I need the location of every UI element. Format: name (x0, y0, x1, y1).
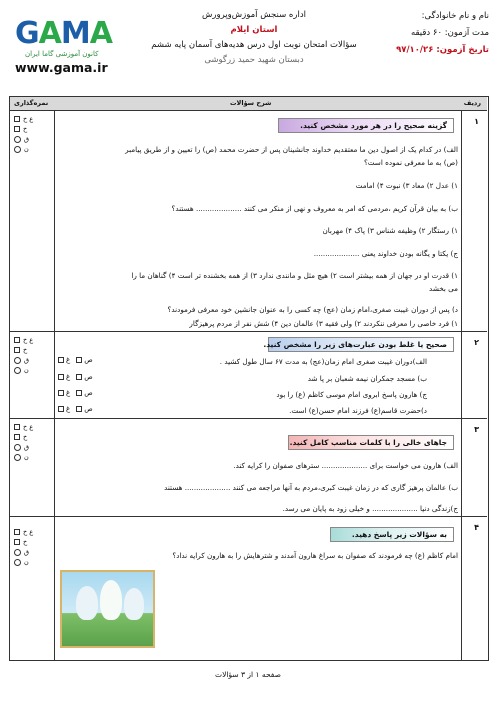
false-checkbox[interactable] (58, 357, 64, 363)
q3-item-3: ج)زندگی دنیا .................... و خیلی زود به پایان می رسد. (282, 504, 458, 513)
false-label: غ (66, 373, 71, 381)
org-name: اداره سنجش آموزش‌وپرورش (201, 10, 306, 20)
true-label: ص (84, 373, 93, 381)
true-checkbox[interactable] (76, 390, 82, 396)
q1-d-options: ۱) فرد خاصی را معرفی ننکردند ۲) ولی فقیه ۳) عالمان دین ۴) شش نفر از مردم پرهیزگار (189, 319, 458, 328)
true-checkbox[interactable] (76, 374, 82, 380)
col-row: ردیف (463, 99, 481, 107)
grade-circle[interactable] (14, 136, 21, 143)
q4-a: امام کاظم (ع) چه فرمودند که صفوان به سراغ هارون آمدند و شترهایش را به هارون کرایه نداد؟ (172, 551, 458, 560)
q1-a: الف) در کدام یک از اصول دین ما معتقدیم خداوند جانشینان پس از حضرت محمد (ص) را تعیین و از طریق پیامبر (125, 145, 458, 154)
grade-label-q: ق (24, 135, 30, 143)
q2-item-4: د)حضرت قاسم(ع) فرزند امام حسن(ع) است. (289, 406, 427, 415)
q1-d: د) پس از دوران غیبت صغری،امام زمان (عج) چه کسی را به عنوان جانشین خود معرفی فرمودند؟ (167, 305, 458, 314)
grade-label-q: ق (24, 356, 30, 364)
grade-box (14, 114, 54, 154)
q1-a-options: ۱) عدل ۲) معاد ۳) نبوت ۴) امامت (355, 181, 458, 190)
question-banner: گزینه صحیح را در هر مورد مشخص کنید. (278, 118, 454, 133)
q1-c: ج) یکتا و یگانه بودن خداوند یعنی .................... (313, 249, 458, 258)
header-center (144, 8, 364, 68)
true-checkbox[interactable] (76, 357, 82, 363)
question-row-3 (10, 419, 487, 517)
grade-label-n: ن (24, 366, 29, 374)
col-grade: نمره‌گذاری (14, 99, 49, 107)
true-false-choice (58, 389, 108, 399)
grade-box (14, 335, 54, 375)
grade-label-kh: خ (23, 538, 28, 546)
grade-label-ak: ع خ (23, 336, 34, 344)
true-checkbox[interactable] (76, 406, 82, 412)
grade-label-kh: خ (23, 125, 28, 133)
true-label: ص (84, 389, 93, 397)
exam-title: سؤالات امتحان نوبت اول درس هدیه‌های آسمان پایه ششم (151, 40, 357, 50)
question-row-2 (10, 332, 487, 419)
false-checkbox[interactable] (58, 390, 64, 396)
question-banner: صحیح یا غلط بودن عبارت‌های زیر را مشخص کنید. (268, 337, 454, 352)
grade-checkbox[interactable] (14, 347, 20, 353)
grade-checkbox[interactable] (14, 126, 20, 132)
question-number: ۳ (474, 425, 479, 434)
question-number: ۴ (474, 523, 479, 532)
grade-label-n: ن (24, 145, 29, 153)
name-label: نام و نام خانوادگی: (421, 11, 489, 21)
grade-checkbox[interactable] (14, 529, 20, 535)
question-number: ۱ (474, 117, 479, 126)
false-checkbox[interactable] (58, 406, 64, 412)
grade-label-ak: ع خ (23, 423, 34, 431)
q2-item-3: ج) هارون پاسخ ابروی امام موسی کاظم (ع) را بود (276, 390, 427, 399)
grade-checkbox[interactable] (14, 539, 20, 545)
q2-item-1: الف)دوران غیبت صغری امام زمان(عج) به مدت ۶۷ سال طول کشید . (219, 357, 427, 366)
school-name: دبستان شهید حمید زرگوشی (204, 55, 304, 65)
logo-subtitle: کانون آموزشی گاما ایران (25, 50, 99, 58)
grade-checkbox[interactable] (14, 337, 20, 343)
grade-circle[interactable] (14, 357, 21, 364)
grade-circle[interactable] (14, 444, 21, 451)
question-row-1 (10, 111, 487, 332)
grade-circle[interactable] (14, 559, 21, 566)
grade-label-ak: ع خ (23, 528, 34, 536)
grade-checkbox[interactable] (14, 116, 20, 122)
false-label: غ (66, 356, 71, 364)
header (9, 8, 489, 96)
grade-circle[interactable] (14, 367, 21, 374)
true-label: ص (84, 356, 93, 364)
exam-duration: مدت آزمون: ۶۰ دقیقه (410, 28, 489, 38)
false-label: غ (66, 389, 71, 397)
logo-mark: GAMA (15, 16, 112, 51)
question-banner: جاهای خالی را با کلمات مناسب کامل کنید. (288, 435, 454, 450)
q3-item-2: ب) عالمان پرهیز گاری که در زمان غیبت کبری،مردم به آنها مراجعه می کنند .................... هستند (164, 483, 458, 492)
grade-label-kh: خ (23, 433, 28, 441)
false-label: غ (66, 405, 71, 413)
question-banner: به سؤالات زیر پاسخ دهید. (330, 527, 454, 542)
grade-circle[interactable] (14, 454, 21, 461)
true-label: ص (84, 405, 93, 413)
grade-label-ak: ع خ (23, 115, 34, 123)
question-number: ۲ (474, 338, 479, 347)
grade-box (14, 422, 54, 462)
illustration-image (60, 570, 155, 648)
grade-circle[interactable] (14, 549, 21, 556)
q1-c-options-2: می بخشد (429, 284, 458, 293)
header-info (371, 8, 489, 59)
page-footer: صفحه ۱ از ۳ سؤالات (215, 670, 281, 679)
gama-logo (9, 10, 139, 96)
website-link[interactable]: www.gama.ir (15, 60, 108, 75)
grade-circle[interactable] (14, 146, 21, 153)
q1-a2: (ص) به ما معرفی نموده است؟ (363, 158, 458, 167)
q1-b-options: ۱) رستگار ۲) وظیفه شناس ۳) پاک ۴) مهربان (322, 226, 458, 235)
true-false-choice (58, 373, 108, 383)
grade-checkbox[interactable] (14, 434, 20, 440)
q2-item-2: ب) مسجد جمکران نیمه شعبان بر پا شد (307, 374, 427, 383)
col-question: شرح سؤالات (230, 99, 272, 107)
true-false-choice (58, 405, 108, 415)
q1-c-options: ۱) قدرت او در جهان از همه بیشتر است ۲) هیچ مثل و مانندی ندارد ۳) از همه بخشنده تر است ۴) گناهان ما را (131, 271, 458, 280)
exam-date: تاریخ آزمون: ۹۷/۱۰/۲۶ (396, 45, 489, 55)
grade-checkbox[interactable] (14, 424, 20, 430)
grade-label-q: ق (24, 443, 30, 451)
grade-label-n: ن (24, 558, 29, 566)
grade-box (14, 527, 54, 567)
grade-label-kh: خ (23, 346, 28, 354)
false-checkbox[interactable] (58, 374, 64, 380)
province-name: استان ایلام (230, 25, 278, 35)
true-false-choice (58, 356, 108, 366)
q1-b: ب) به بیان قرآن کریم ،مردمی که امر به معروف و نهی از منکر می کنند .................... هستند؟ (171, 204, 458, 213)
table-header (10, 97, 487, 111)
grade-label-n: ن (24, 453, 29, 461)
grade-label-q: ق (24, 548, 30, 556)
q3-item-1: الف) هارون می خواست برای .................... سترهای صفوان را کرایه کند. (233, 461, 458, 470)
